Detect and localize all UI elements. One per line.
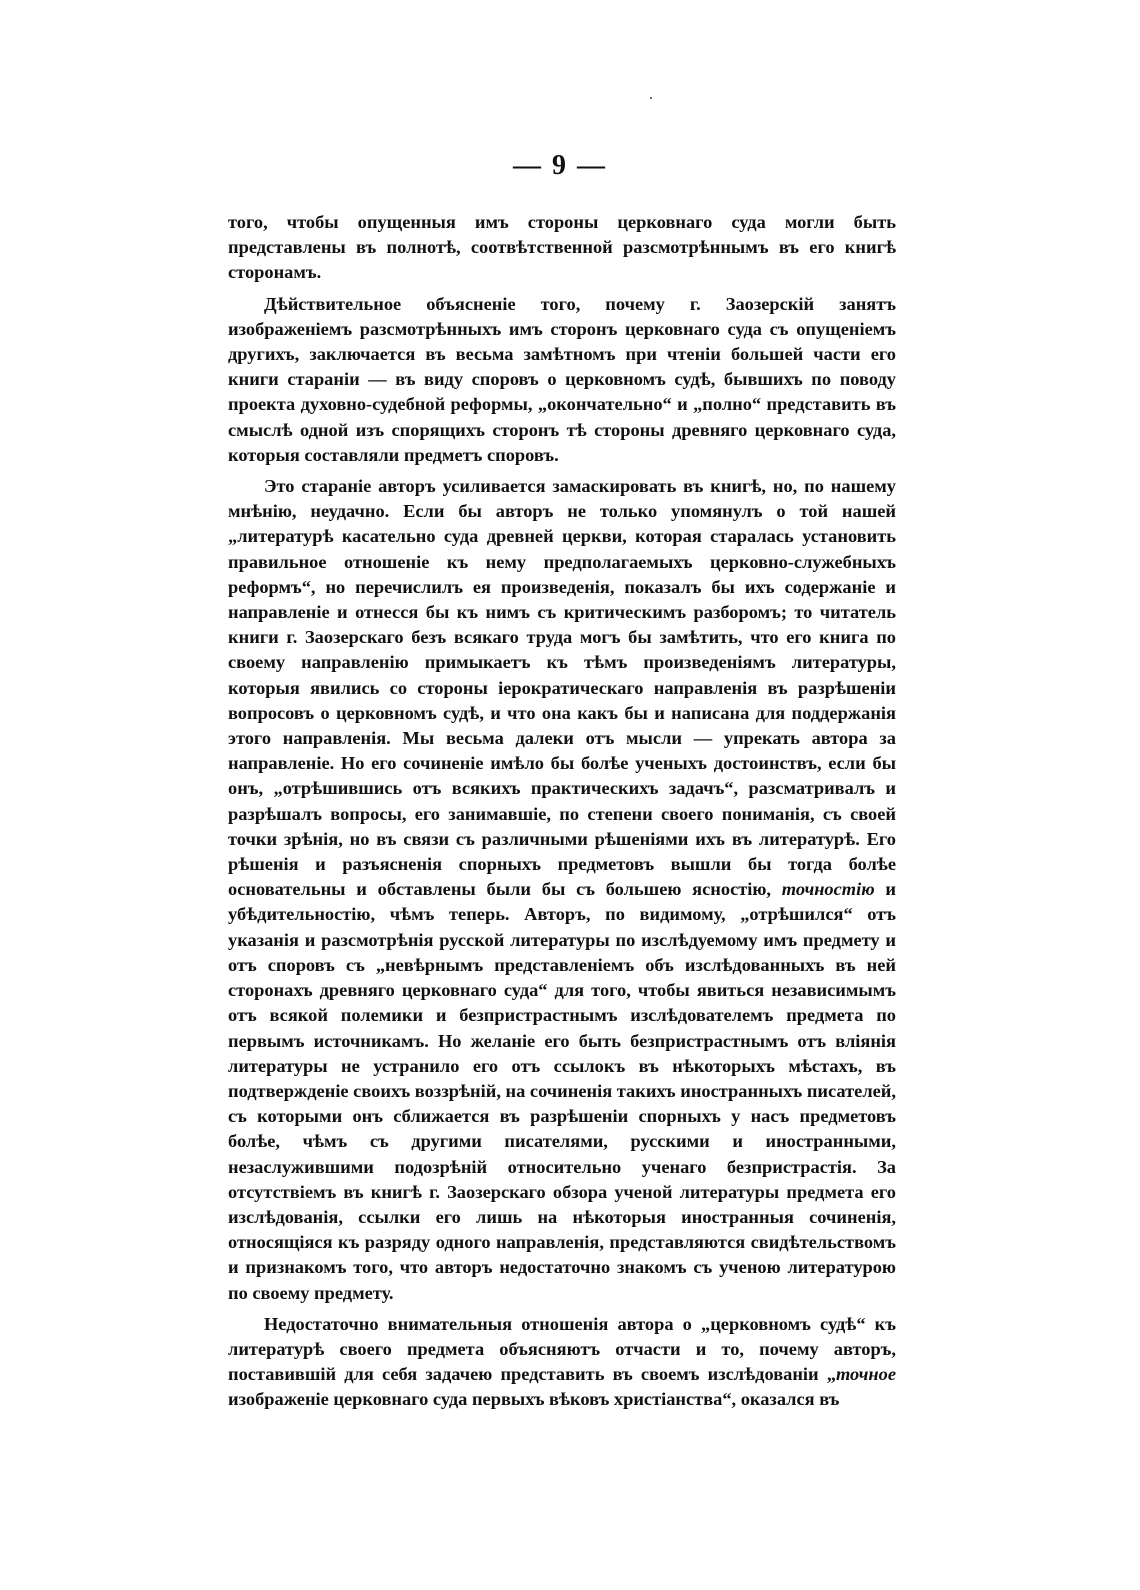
- paragraph-text: Недостаточно внимательныя отношенія автора о „церковномъ судѣ“ къ литературѣ своего предмета объясняютъ отчасти и то, почему авторъ, поставившій для себя задачею представить въ своемъ изслѣдованіи „: [228, 1313, 896, 1385]
- body-text: [228, 210, 896, 1413]
- paragraph-text: того, чтобы опущенныя имъ стороны церковнаго суда могли быть представлены въ полнотѣ, соотвѣтственной разсмотрѣннымъ въ его книгѣ сторонамъ.: [228, 212, 896, 283]
- paragraph-text: Это стараніе авторъ усиливается замаскировать въ книгѣ, но, по нашему мнѣнію, неудачно. Если бы авторъ не только упомянулъ о той нашей „литературѣ касательно суда древней церкви, которая старалась установить правильное отношеніе къ нему предполагаемыхъ церковно-служебныхъ реформъ“, но перечислилъ ея произведенія, показалъ бы ихъ содержаніе и направленіе и отнесся бы къ нимъ съ критическимъ разборомъ; то читатель книги г. Заозерскаго безъ всякаго труда могъ бы замѣтить, что его книга по своему направленію примыкаетъ къ тѣмъ произведеніямъ литературы, которыя явились со стороны іерократическаго направленія въ разрѣшеніи вопросовъ о церковномъ судѣ, и что она какъ бы и написана для поддержанія этого направленія. Мы весьма далеки отъ мысли — упрекать автора за направленіе. Но его сочиненіе имѣло бы болѣе ученыхъ достоинствъ, если бы онъ, „отрѣшившись отъ всякихъ практическихъ задачъ“, разсматривалъ и разрѣшалъ вопросы, его занимавшіе, по степени своего пониманія, съ своей точки зрѣнія, но въ связи съ различными рѣшеніями ихъ въ литературѣ. Его рѣшенія и разъясненія спорныхъ предметовъ вышли бы тогда болѣе основательны и обставлены были бы съ большею ясностію,: [228, 476, 896, 900]
- italic-word: точностію: [781, 879, 875, 900]
- italic-word: точное: [835, 1364, 896, 1385]
- scan-speck: [650, 97, 652, 99]
- paragraph: [228, 292, 896, 468]
- paragraph-continuation: [228, 210, 896, 286]
- paragraph: [228, 474, 896, 1306]
- paragraph-text: и убѣдительностію, чѣмъ теперь. Авторъ, по видимому, „отрѣшился“ отъ указанія и разсмотрѣнія русской литературы по изслѣдуемому имъ предмету и отъ споровъ съ „невѣрнымъ представленіемъ объ изслѣдованныхъ въ ней сторонахъ древняго церковнаго суда“ для того, чтобы явиться независимымъ отъ всякой полемики и безпристрастнымъ изслѣдователемъ предмета по первымъ источникамъ. Но желаніе его быть безпристрастнымъ отъ вліянія литературы не устранило его отъ ссылокъ въ нѣкоторыхъ мѣстахъ, въ подтвержденіе своихъ воззрѣній, на сочиненія такихъ иностранныхъ писателей, съ которыми онъ сближается въ разрѣшеніи спорныхъ у насъ предметовъ болѣе, чѣмъ съ другими писателями, русскими и иностранными, незаслужившими подозрѣній относительно ученаго безпристрастія. За отсутствіемъ въ книгѣ г. Заозерскаго обзора ученой литературы предмета его изслѣдованія, ссылки его лишь на нѣкоторыя иностранныя сочиненія, относящіяся къ разряду одного направленія, представляются свидѣтельствомъ и признакомъ того, что авторъ недостаточно знакомъ съ ученою литературою по своему предмету.: [228, 879, 897, 1303]
- page-number: — 9 —: [513, 150, 607, 181]
- paragraph-text: Дѣйствительное объясненіе того, почему г. Заозерскій занятъ изображеніемъ разсмотрѣнныхъ имъ сторонъ церковнаго суда съ опущеніемъ другихъ, заключается въ весьма замѣтномъ при чтеніи большей части его книги стараніи — въ виду споровъ о церковномъ судѣ, бывшихъ по поводу проекта духовно-судебной реформы, „окончательно“ и „полно“ представить въ смыслѣ одной изъ спорящихъ сторонъ тѣ стороны древняго церковнаго суда, которыя составляли предметъ споровъ.: [228, 293, 896, 465]
- paragraph: [228, 1312, 896, 1413]
- paragraph-text: изображеніе церковнаго суда первыхъ вѣковъ христіанства“, оказался въ: [228, 1389, 840, 1410]
